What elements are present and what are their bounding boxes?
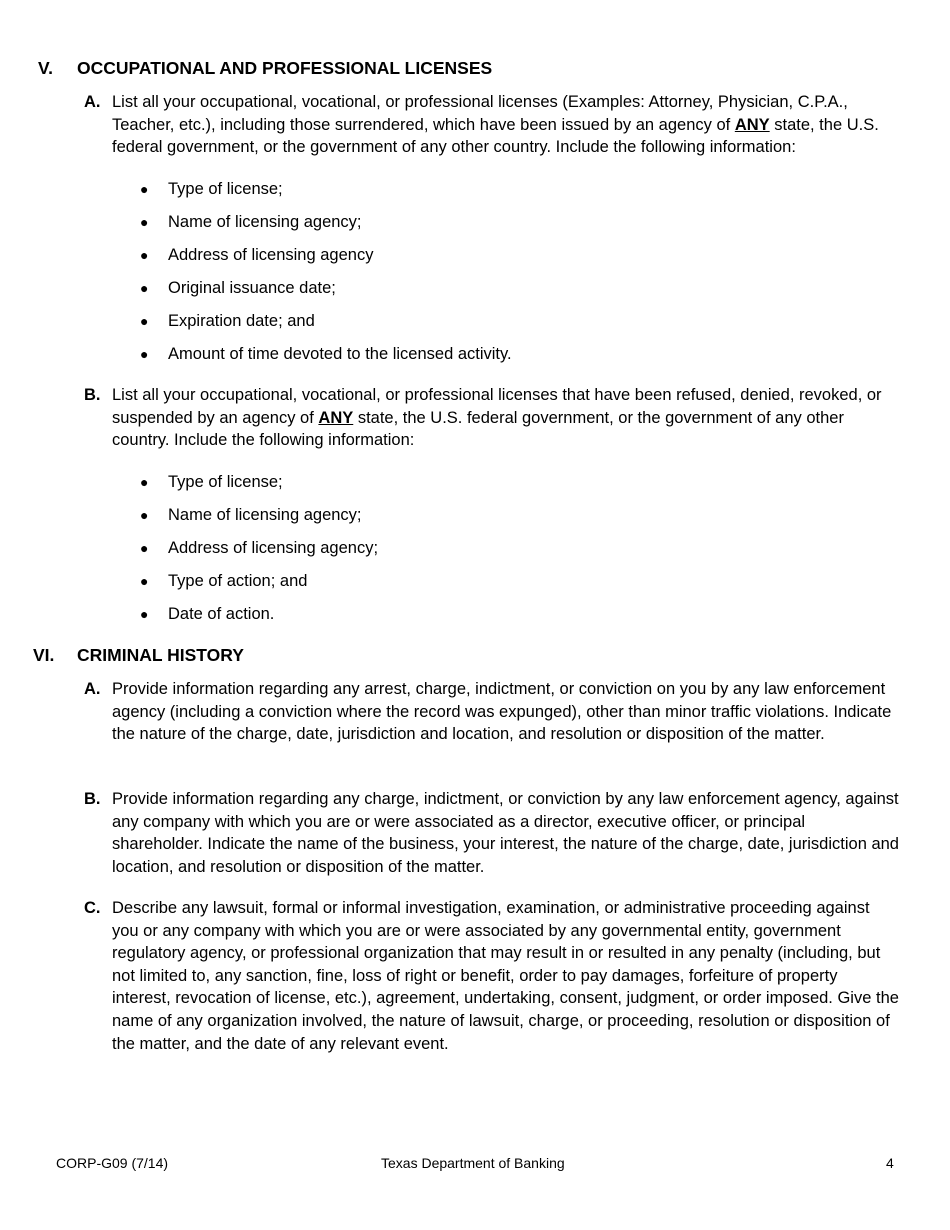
item-letter: B. (84, 790, 101, 808)
text-part: state, the U.S. federal government, or the government of any other country. Include the following information: (112, 408, 844, 450)
item-text (112, 91, 899, 159)
list-item: ● Date of action. (140, 603, 378, 636)
emphasis-any: ANY (318, 408, 354, 427)
item-text (112, 384, 899, 452)
item-vi-b (84, 788, 899, 878)
list-item: ● Name of licensing agency; (140, 504, 378, 537)
item-letter: B. (84, 386, 101, 404)
list-item-text: Expiration date; and (168, 312, 315, 330)
item-letter: A. (84, 93, 101, 111)
section-heading-v (38, 58, 492, 79)
list-item-text: Name of licensing agency; (168, 506, 362, 524)
list-item: ● Address of licensing agency; (140, 537, 378, 570)
footer-page-number: 4 (886, 1155, 894, 1171)
item-vi-a (84, 678, 899, 746)
footer-agency: Texas Department of Banking (381, 1155, 565, 1171)
list-item: ● Address of licensing agency (140, 244, 512, 277)
item-letter: C. (84, 899, 101, 917)
section-number: V. (38, 58, 53, 78)
list-item-text: Type of license; (168, 473, 283, 491)
list-item: ● Name of licensing agency; (140, 211, 512, 244)
text-part: state, the U.S. federal government, or the government of any other country. Include the following information: (112, 115, 879, 157)
list-item: ● Type of action; and (140, 570, 378, 603)
text-part: List all your occupational, vocational, or professional licenses that have been refused, denied, revoked, or suspended by an agency of (112, 386, 882, 427)
item-v-a (84, 91, 899, 159)
item-text: Describe any lawsuit, formal or informal investigation, examination, or administrative proceeding against you or any company with which you are or were associated by any governmental entity, government regulatory agency, or professional organization that may result in or resulted in any penalty (including, but not limited to, any sanction, fine, loss of right or benefit, order to pay damages, forfeiture of property interest, revocation of license, etc.), agreement, undertaking, consent, judgment, or order imposed. Give the name of any organization involved, the nature of lawsuit, charge, or proceeding, resolution or disposition of the matter, and the date of any relevant event. (112, 899, 899, 1053)
list-item: ● Amount of time devoted to the licensed activity. (140, 343, 512, 376)
item-vi-c (84, 897, 899, 1055)
list-item: ● Expiration date; and (140, 310, 512, 343)
section-title: CRIMINAL HISTORY (77, 645, 244, 665)
list-item-text: Original issuance date; (168, 279, 336, 297)
list-item-text: Address of licensing agency (168, 246, 374, 264)
list-item: ● Original issuance date; (140, 277, 512, 310)
item-v-b (84, 384, 899, 452)
item-text: Provide information regarding any arrest, charge, indictment, or conviction on you by any law enforcement agency (including a conviction where the record was expunged), other than minor traffic violations. Indicate the nature of the charge, date, jurisdiction and location, and resolution or disposition of the matter. (112, 680, 892, 744)
list-item: ● Type of license; (140, 178, 512, 211)
list-item-text: Date of action. (168, 605, 275, 623)
list-item-text: Amount of time devoted to the licensed activity. (168, 345, 512, 363)
item-text: Provide information regarding any charge, indictment, or conviction by any law enforcement agency, against any company with which you are or were associated as a director, executive officer, or principal shareholder. Indicate the name of the business, your interest, the nature of the charge, date, jurisdiction and location, and resolution or disposition of the matter. (112, 790, 899, 876)
text-part: List all your occupational, vocational, or professional licenses (Examples: Attorney, Physician, C.P.A., Teacher, etc.), including those surrendered, which have been issued by an agency of (112, 93, 848, 134)
list-item-text: Type of action; and (168, 572, 308, 590)
list-item-text: Type of license; (168, 180, 283, 198)
item-letter: A. (84, 680, 101, 698)
list-item-text: Address of licensing agency; (168, 539, 379, 557)
section-title: OCCUPATIONAL AND PROFESSIONAL LICENSES (77, 58, 493, 78)
bullet-list-v-a (140, 178, 512, 376)
footer-form-id: CORP-G09 (7/14) (56, 1155, 169, 1171)
list-item-text: Name of licensing agency; (168, 213, 362, 231)
list-item: ● Type of license; (140, 471, 378, 504)
section-number: VI. (33, 645, 55, 665)
emphasis-any: ANY (734, 115, 770, 134)
section-heading-vi (33, 645, 244, 666)
bullet-list-v-b (140, 471, 378, 636)
